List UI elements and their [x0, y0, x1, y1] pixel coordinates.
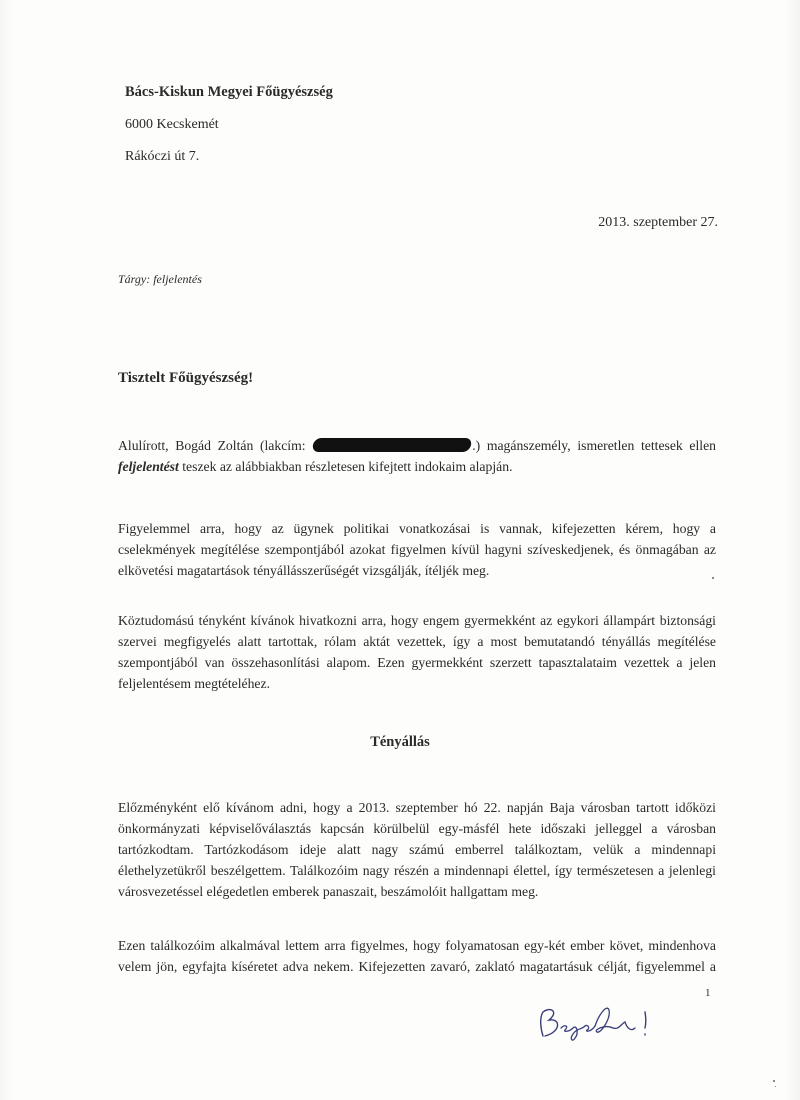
- handwritten-signature: [535, 998, 675, 1044]
- intro-bold-word: feljelentést: [118, 459, 179, 474]
- paragraph-line: feljelentésem megtételéhez.: [118, 676, 270, 691]
- page-number: 1: [705, 987, 711, 999]
- section-heading: Tényállás: [370, 734, 430, 750]
- paragraph-3: [118, 797, 716, 902]
- recipient-city: 6000 Kecskemét: [125, 117, 219, 132]
- paragraph-1: [118, 518, 716, 581]
- paragraph-line: Figyelemmel arra, hogy az ügynek politikai vonatkozásai is vannak, kifejezetten kérem, hogy a: [118, 521, 716, 536]
- paragraph-line: tartózkodtam. Tartózkodásom ideje alatt nagy számú emberrel találkoztam, velük a mindennapi: [118, 842, 716, 857]
- redacted-address: [312, 438, 473, 452]
- scan-speck: [773, 1080, 775, 1082]
- paragraph-line: velem jön, egyfajta kíséretet adva nekem. Kifejezetten zavaró, zaklató magatartásuk célját, figyelemmel a: [118, 959, 716, 974]
- intro-rest: teszek az alábbiakban részletesen kifejtett indokaim alapján.: [182, 459, 513, 474]
- scan-speck: [712, 577, 714, 579]
- paragraph-line: szervei megfigyelés alatt tartottak, rólam aktát vezettek, így a most bemutatandó tényállás megítélése: [118, 634, 716, 649]
- intro-line-1: [118, 435, 716, 456]
- letter-date: 2013. szeptember 27.: [598, 215, 718, 230]
- paragraph-line: szempontjából van összehasonlítási alapom. Ezen gyermekként szerzett tapasztalataim vezettek a jelen: [118, 655, 716, 670]
- paragraph-2: [118, 610, 716, 694]
- paragraph-line: Előzményként elő kívánom adni, hogy a 2013. szeptember hó 22. napján Baja városban tartott időközi: [118, 800, 716, 815]
- paragraph-4: [118, 935, 716, 977]
- recipient-street: Rákóczi út 7.: [125, 149, 200, 164]
- paragraph-line: városvezetéssel elégedetlen emberek panaszait, beszámolóit hallgattam meg.: [118, 884, 539, 899]
- letter-subject: Tárgy: feljelentés: [118, 272, 202, 286]
- intro-line-2: [118, 456, 716, 477]
- paragraph-line: élethelyzetükről beszélgettem. Találkozóim nagy részén a mindennapi élettel, így természetesen a jelenlegi: [118, 863, 716, 878]
- salutation: Tisztelt Főügyészség!: [118, 370, 254, 386]
- intro-before-redaction: Alulírott, Bogád Zoltán (lakcím:: [118, 438, 306, 453]
- paragraph-line: cselekmények megítélése szempontjából azokat figyelmen kívül hagyni szíveskedjenek, és önmagában az: [118, 542, 716, 557]
- paragraph-line: Köztudomású tényként kívánok hivatkozni arra, hogy engem gyermekként az egykori állampárt biztonsági: [118, 613, 716, 628]
- intro-after-redaction: .) magánszemély, ismeretlen tettesek ellen: [472, 438, 717, 453]
- recipient-name: Bács-Kiskun Megyei Főügyészség: [125, 84, 333, 100]
- intro-paragraph: [118, 435, 716, 477]
- scan-speck: [775, 1086, 776, 1087]
- paragraph-line: Ezen találkozóim alkalmával lettem arra figyelmes, hogy folyamatosan egy-két ember követ, mindenhova: [118, 938, 716, 953]
- paragraph-line: elkövetési magatartások tényállásszerűségét vizsgálják, ítéljék meg.: [118, 563, 490, 578]
- paragraph-line: önkormányzati képviselőválasztás kapcsán körülbelül egy-másfél hete időszaki jelleggel a városban: [118, 821, 716, 836]
